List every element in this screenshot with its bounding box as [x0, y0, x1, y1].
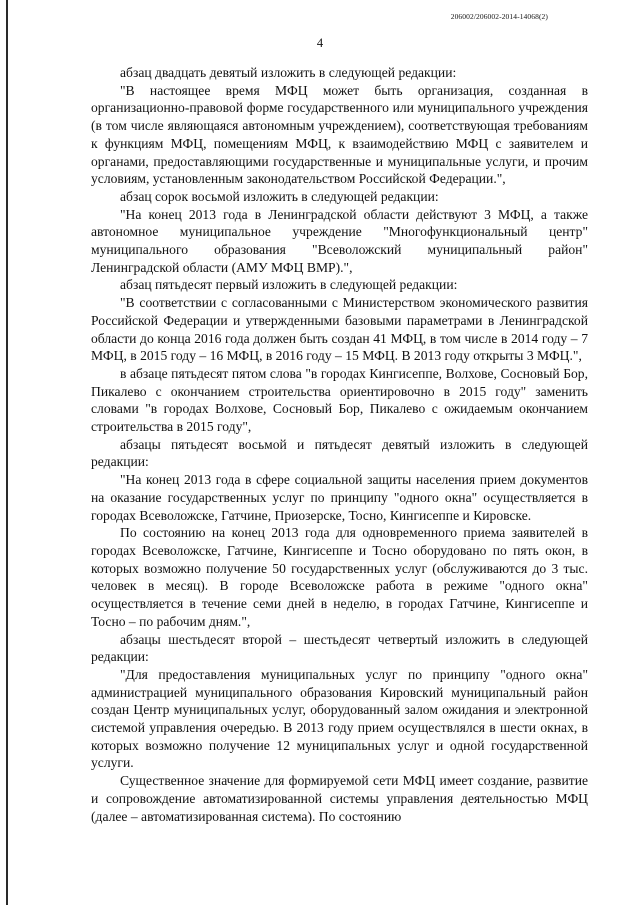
scan-border-line: [6, 0, 8, 905]
paragraph: По состоянию на конец 2013 года для одновременного приема заявителей в городах Всеволожске, Гатчине, Кингисеппе и Тосно оборудовано по пять окон, в которых возможно получение 50 государственных услуг (обслуживаются до 3 тыс. человек в месяц). В городе Всеволожске работа в режиме "одного окна" осуществляется в течение семи дней в неделю, в городах Гатчине, Кингисеппе и Тосно – по рабочим дням.",: [91, 525, 588, 629]
page-number: 4: [316, 36, 324, 50]
paragraph: "На конец 2013 года в сфере социальной защиты населения прием документов на оказание государственных услуг по принципу "одного окна" осуществляется в городах Всеволожске, Гатчине, Приозерске, Тосно, Кингисеппе и Кировске.: [91, 472, 588, 523]
document-body: [91, 64, 588, 825]
paragraph: абзац двадцать девятый изложить в следующей редакции:: [120, 65, 457, 80]
paragraph: "В настоящее время МФЦ может быть организация, созданная в организационно-правовой форме государственного или муниципального учреждения (в том числе являющаяся автономным учреждением), соответствующая требованиям к функциям МФЦ, помещениям МФЦ, к взаимодействию МФЦ с заявителем и органами, предоставляющими государственные и муниципальные услуги, и прочим условиям, установленным законодательством Российской Федерации.",: [91, 82, 588, 187]
paragraph: абзацы пятьдесят восьмой и пятьдесят девятый изложить в следующей редакции:: [91, 436, 588, 470]
paragraph: "Для предоставления муниципальных услуг по принципу "одного окна" администрацией муниципального образования Кировский муниципальный район создан Центр муниципальных услуг, оборудованный залом ожидания и электронной системой управления очередью. В 2013 году прием осуществлялся в шести окнах, в которых возможно получение 12 муниципальных услуг и одной государственной услуги.: [91, 666, 588, 771]
paragraph: "В соответствии с согласованными с Министерством экономического развития Российской Федерации и утвержденными базовыми параметрами в Ленинградской области до конца 2016 года должен быть создан 41 МФЦ, в том числе в 2014 году – 7 МФЦ, в 2015 году – 16 МФЦ, в 2016 году – 15 МФЦ. В 2013 году открыты 3 МФЦ.",: [91, 295, 588, 364]
paragraph: абзацы шестьдесят второй – шестьдесят четвертый изложить в следующей редакции:: [91, 631, 588, 665]
paragraph: Существенное значение для формируемой сети МФЦ имеет создание, развитие и сопровождение автоматизированной системы управления деятельностью МФЦ (далее – автоматизированная система). По состоянию: [91, 773, 588, 824]
paragraph: абзац пятьдесят первый изложить в следующей редакции:: [120, 277, 458, 293]
paragraph: "На конец 2013 года в Ленинградской области действуют 3 МФЦ, а также автономное муниципальное учреждение "Многофункциональный центр" муниципального образования "Всеволожский муниципальный район" Ленинградской области (АМУ МФЦ ВМР).",: [91, 206, 588, 275]
document-id: 206002/206002-2014-14068(2): [450, 12, 548, 21]
paragraph: в абзаце пятьдесят пятом слова "в городах Кингисеппе, Волхове, Сосновый Бор, Пикалево с окончанием строительства ориентировочно в 2015 году" заменить словами "в городах Волхове, Сосновый Бор, Пикалево с ожидаемым окончанием строительства в 2015 году",: [91, 365, 588, 435]
paragraph: абзац сорок восьмой изложить в следующей редакции:: [120, 188, 439, 204]
